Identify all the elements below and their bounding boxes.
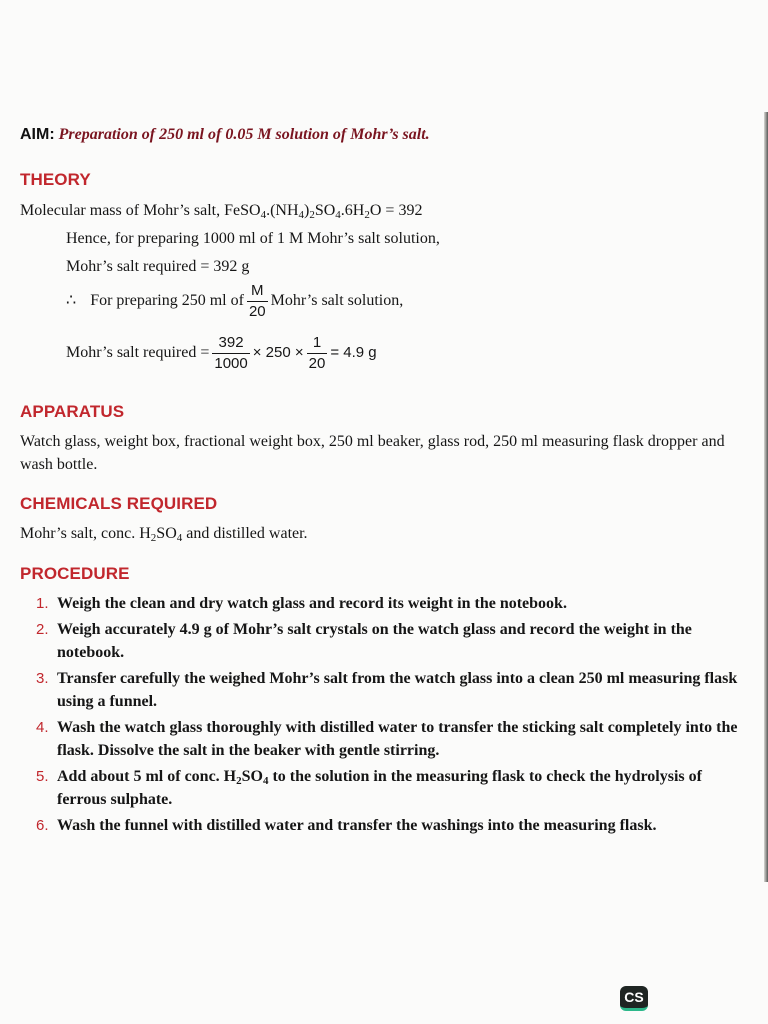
- calc-multiplier: × 250 ×: [252, 344, 304, 362]
- step-text: Weigh accurately 4.9 g of Mohr’s salt crystals on the watch glass and record the weight in the notebook.: [57, 621, 692, 661]
- step-text: Weigh the clean and dry watch glass and record its weight in the notebook.: [57, 595, 567, 612]
- step-text: Transfer carefully the weighed Mohr’s salt from the watch glass into a clean 250 ml measuring flask using a funnel.: [57, 670, 738, 710]
- step-number: 1.: [36, 595, 49, 612]
- subscript: 2: [364, 209, 370, 221]
- calc-result: = 4.9 g: [330, 344, 377, 362]
- subscript: 2: [150, 532, 157, 544]
- subscript: 4: [335, 209, 341, 221]
- calc-label: Mohr’s salt required =: [66, 344, 210, 362]
- step-text: Wash the funnel with distilled water and transfer the washings into the measuring flask.: [57, 817, 657, 834]
- therefore-symbol: ∴: [66, 292, 77, 310]
- theory-heading: THEORY: [20, 170, 91, 189]
- chemicals-heading: CHEMICALS REQUIRED: [20, 494, 218, 513]
- therefore-text-end: Mohr’s salt solution,: [270, 292, 404, 310]
- apparatus-text: Watch glass, weight box, fractional weight box, 250 ml beaker, glass rod, 250 ml measuring flask dropper and wash bottle.: [20, 433, 725, 473]
- step-number: 5.: [36, 768, 49, 785]
- fraction-1-over-20: [307, 333, 328, 374]
- calculation-line: [66, 333, 377, 374]
- step-text-end: to the solution in the measuring flask to check the hydrolysis of ferrous sulphate.: [57, 768, 702, 808]
- formula-part: SO: [241, 768, 263, 785]
- step-text: [57, 768, 702, 808]
- formula-part: ): [304, 202, 310, 219]
- step-text-start: Add about 5 ml of conc. H: [57, 768, 237, 785]
- required-line: Mohr’s salt required = 392 g: [66, 258, 250, 275]
- step-text: Wash the watch glass thoroughly with distilled water to transfer the sticking salt completely into the flask. Dissolve the salt in the beaker with gentle stirring.: [57, 719, 738, 759]
- chemicals-text-end: and distilled water.: [182, 525, 308, 542]
- molecular-mass-text: Molecular mass of Mohr’s salt, FeSO: [20, 202, 261, 219]
- step-number: 4.: [36, 719, 49, 736]
- procedure-step: [0, 765, 748, 811]
- procedure-step: [0, 592, 748, 615]
- fraction-m-over-20: [247, 281, 268, 322]
- step-number: 2.: [36, 621, 49, 638]
- step-number: 6.: [36, 817, 49, 834]
- camscanner-logo-icon: CS: [620, 986, 648, 1011]
- molecular-mass-line: [20, 201, 422, 221]
- formula-part: SO: [156, 525, 177, 542]
- fraction-392-over-1000: [212, 333, 249, 374]
- fraction-numerator: M: [251, 282, 264, 299]
- subscript: 4: [260, 209, 267, 221]
- chemicals-text-start: Mohr’s salt, conc. H: [20, 525, 151, 542]
- fraction-denominator: 20: [308, 355, 326, 372]
- fraction-denominator: 1000: [214, 355, 248, 372]
- aim-label: AIM:: [20, 126, 55, 143]
- subscript: 4: [262, 775, 269, 787]
- fraction-denominator: 20: [248, 303, 266, 320]
- therefore-text: For preparing 250 ml of: [90, 292, 244, 310]
- step-number: 3.: [36, 670, 49, 687]
- therefore-line: [66, 281, 403, 322]
- formula-part: SO: [314, 202, 336, 219]
- aim-text: Preparation of 250 ml of 0.05 M solution of Mohr’s salt.: [58, 126, 430, 143]
- procedure-heading: PROCEDURE: [20, 564, 130, 583]
- procedure-step: [0, 618, 748, 664]
- fraction-numerator: 1: [312, 334, 322, 351]
- formula-part: O = 392: [369, 202, 423, 219]
- subscript: 4: [298, 209, 305, 221]
- procedure-step: [0, 667, 748, 713]
- procedure-step: [0, 814, 748, 837]
- aim-line: [20, 126, 430, 144]
- page-edge-shadow: [764, 112, 768, 882]
- formula-part: .(NH: [266, 202, 299, 219]
- formula-part: .6H: [340, 202, 365, 219]
- fraction-numerator: 392: [218, 334, 244, 351]
- hence-line: Hence, for preparing 1000 ml of 1 M Mohr’s salt solution,: [66, 230, 440, 247]
- subscript: 2: [309, 209, 315, 221]
- subscript: 4: [176, 532, 183, 544]
- procedure-list: [0, 592, 748, 840]
- chemicals-text: [20, 522, 750, 545]
- subscript: 2: [236, 775, 242, 787]
- apparatus-heading: APPARATUS: [20, 402, 125, 421]
- procedure-step: [0, 716, 748, 762]
